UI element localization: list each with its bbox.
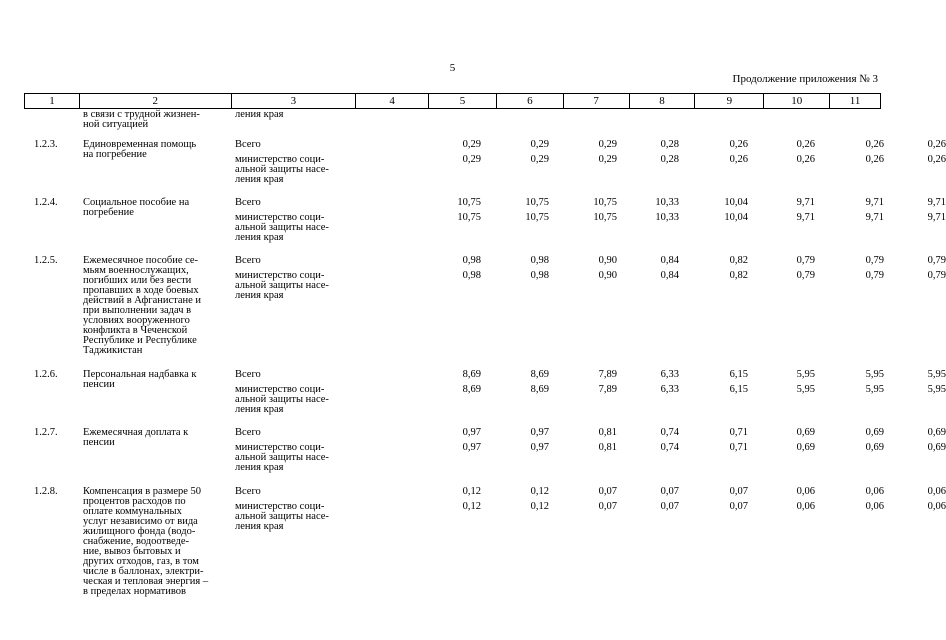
value-col-5: 0,97 [530,442,549,453]
funding-line [235,442,946,473]
value-col-6: 0,81 [598,442,617,453]
funding-line [235,212,946,243]
funding-source: министерство соци- альной защиты насе- ления края [235,501,329,532]
value-col-7: 10,33 [655,197,679,208]
value-col-7: 0,74 [660,442,679,453]
value-col-4: 0,97 [462,442,481,453]
funding-source: министерство соци- альной защиты насе- ления края [235,270,329,301]
value-col-6: 0,90 [598,255,617,266]
header-col-8: 8 [630,94,696,108]
value-col-10: 9,71 [865,197,884,208]
funding-source: Всего [235,369,261,380]
value-col-8: 10,04 [724,197,748,208]
value-col-7: 0,74 [660,427,679,438]
row-number: 1.2.3. [34,139,58,150]
header-col-2: 2 [80,94,232,108]
value-col-11: 0,69 [927,442,946,453]
header-col-6: 6 [497,94,564,108]
value-col-5: 0,29 [530,139,549,150]
value-col-4: 8,69 [462,384,481,395]
value-col-10: 0,26 [865,154,884,165]
value-col-4: 0,29 [462,154,481,165]
header-col-5: 5 [429,94,497,108]
value-col-6: 0,07 [598,486,617,497]
value-col-7: 6,33 [660,384,679,395]
value-col-6: 7,89 [598,384,617,395]
value-col-4: 10,75 [457,212,481,223]
value-col-4: 8,69 [462,369,481,380]
value-col-5: 0,12 [530,486,549,497]
value-col-5: 0,12 [530,501,549,512]
value-col-4: 0,12 [462,486,481,497]
value-col-10: 0,06 [865,486,884,497]
value-col-8: 0,07 [729,486,748,497]
value-col-8: 6,15 [729,384,748,395]
continuation-label: Продолжение приложения № 3 [732,73,878,85]
value-col-4: 0,98 [462,270,481,281]
value-col-6: 0,29 [598,154,617,165]
value-col-11: 5,95 [927,369,946,380]
funding-source: Всего [235,427,261,438]
carryover-name: в связи с трудной жизнен- ной ситуацией [83,109,200,130]
value-col-9: 0,26 [796,139,815,150]
value-col-9: 0,06 [796,501,815,512]
row-name: Ежемесячная доплата к пенсии [83,427,189,448]
value-col-8: 0,82 [729,270,748,281]
value-col-9: 9,71 [796,197,815,208]
value-col-9: 0,26 [796,154,815,165]
value-col-10: 5,95 [865,384,884,395]
value-col-6: 0,07 [598,501,617,512]
header-col-3: 3 [232,94,357,108]
funding-source: Всего [235,197,261,208]
value-col-6: 7,89 [598,369,617,380]
value-col-8: 0,26 [729,154,748,165]
value-col-9: 0,69 [796,442,815,453]
row-number: 1.2.7. [34,427,58,438]
value-col-5: 0,97 [530,427,549,438]
row-name: Компенсация в размере 50 процентов расходов по оплате коммунальных услуг независимо от вида жилищного фонда (водо- снабжение, водоотведе- ние, вывоз бытовых и других отходов, газ, в том числе в баллонах, электри- ческая и тепловая энергия – в пределах нормативов [83,486,209,597]
value-col-10: 0,69 [865,442,884,453]
header-col-11: 11 [849,95,861,107]
value-col-6: 0,29 [598,139,617,150]
value-col-11: 0,79 [927,255,946,266]
value-col-11: 9,71 [927,197,946,208]
funding-source: министерство соци- альной защиты насе- ления края [235,212,329,243]
header-col-10: 10 [764,94,830,108]
value-col-9: 0,79 [796,255,815,266]
value-col-10: 0,26 [865,139,884,150]
funding-line [235,384,946,415]
value-col-9: 0,69 [796,427,815,438]
row-name: Ежемесячное пособие се- мьям военнослужащих, погибших или без вести пропавших в ходе боевых действий в Афганистане и при выполнении задач в условиях вооруженного конфликта в Чеченской Республике и Республике Таджикистан [83,255,202,356]
value-col-7: 0,28 [660,154,679,165]
value-col-7: 0,07 [660,486,679,497]
funding-source: Всего [235,486,261,497]
value-col-4: 0,12 [462,501,481,512]
value-col-9: 0,79 [796,270,815,281]
value-col-8: 0,71 [729,427,748,438]
funding-source: министерство соци- альной защиты насе- ления края [235,154,329,185]
value-col-6: 0,90 [598,270,617,281]
value-col-7: 10,33 [655,212,679,223]
value-col-9: 9,71 [796,212,815,223]
row-name: Единовременная помощь на погребение [83,139,197,160]
header-col-9: 9 [695,94,764,108]
header-col-7: 7 [564,94,630,108]
value-col-6: 10,75 [593,212,617,223]
funding-source: министерство соци- альной защиты насе- ления края [235,384,329,415]
value-col-7: 0,28 [660,139,679,150]
value-col-9: 5,95 [796,369,815,380]
value-col-7: 0,07 [660,501,679,512]
value-col-6: 0,81 [598,427,617,438]
value-col-5: 8,69 [530,369,549,380]
funding-line [235,501,946,532]
value-col-7: 6,33 [660,369,679,380]
value-col-5: 0,98 [530,270,549,281]
value-col-11: 0,69 [927,427,946,438]
value-col-9: 5,95 [796,384,815,395]
value-col-5: 10,75 [525,197,549,208]
funding-line [235,270,946,301]
value-col-10: 0,06 [865,501,884,512]
value-col-11: 0,79 [927,270,946,281]
value-col-5: 0,98 [530,255,549,266]
value-col-11: 9,71 [927,212,946,223]
value-col-8: 6,15 [729,369,748,380]
row-number: 1.2.8. [34,486,58,497]
row-number: 1.2.6. [34,369,58,380]
value-col-11: 0,26 [927,154,946,165]
carryover-source: ления края [235,109,284,120]
value-col-4: 10,75 [457,197,481,208]
row-number: 1.2.5. [34,255,58,266]
value-col-11: 0,06 [927,501,946,512]
value-col-10: 0,79 [865,270,884,281]
value-col-5: 0,29 [530,154,549,165]
value-col-4: 0,97 [462,427,481,438]
value-col-8: 10,04 [724,212,748,223]
value-col-11: 5,95 [927,384,946,395]
value-col-10: 5,95 [865,369,884,380]
header-col-1: 1 [25,94,80,108]
value-col-5: 10,75 [525,212,549,223]
row-name: Персональная надбавка к пенсии [83,369,197,390]
row-number: 1.2.4. [34,197,58,208]
value-col-4: 0,98 [462,255,481,266]
value-col-11: 0,06 [927,486,946,497]
header-col-4: 4 [356,94,429,108]
carryover-line [235,110,360,130]
value-col-8: 0,71 [729,442,748,453]
value-col-8: 0,26 [729,139,748,150]
value-col-6: 10,75 [593,197,617,208]
value-col-10: 0,69 [865,427,884,438]
value-col-10: 9,71 [865,212,884,223]
value-col-9: 0,06 [796,486,815,497]
funding-source: Всего [235,255,261,266]
value-col-5: 8,69 [530,384,549,395]
table-header [24,93,881,109]
value-col-8: 0,07 [729,501,748,512]
value-col-7: 0,84 [660,270,679,281]
value-col-8: 0,82 [729,255,748,266]
value-col-11: 0,26 [927,139,946,150]
funding-source: министерство соци- альной защиты насе- ления края [235,442,329,473]
value-col-7: 0,84 [660,255,679,266]
value-col-4: 0,29 [462,139,481,150]
page-number: 5 [449,62,456,74]
value-col-10: 0,79 [865,255,884,266]
funding-line [235,154,946,185]
funding-source: Всего [235,139,261,150]
row-name: Социальное пособие на погребение [83,197,190,218]
